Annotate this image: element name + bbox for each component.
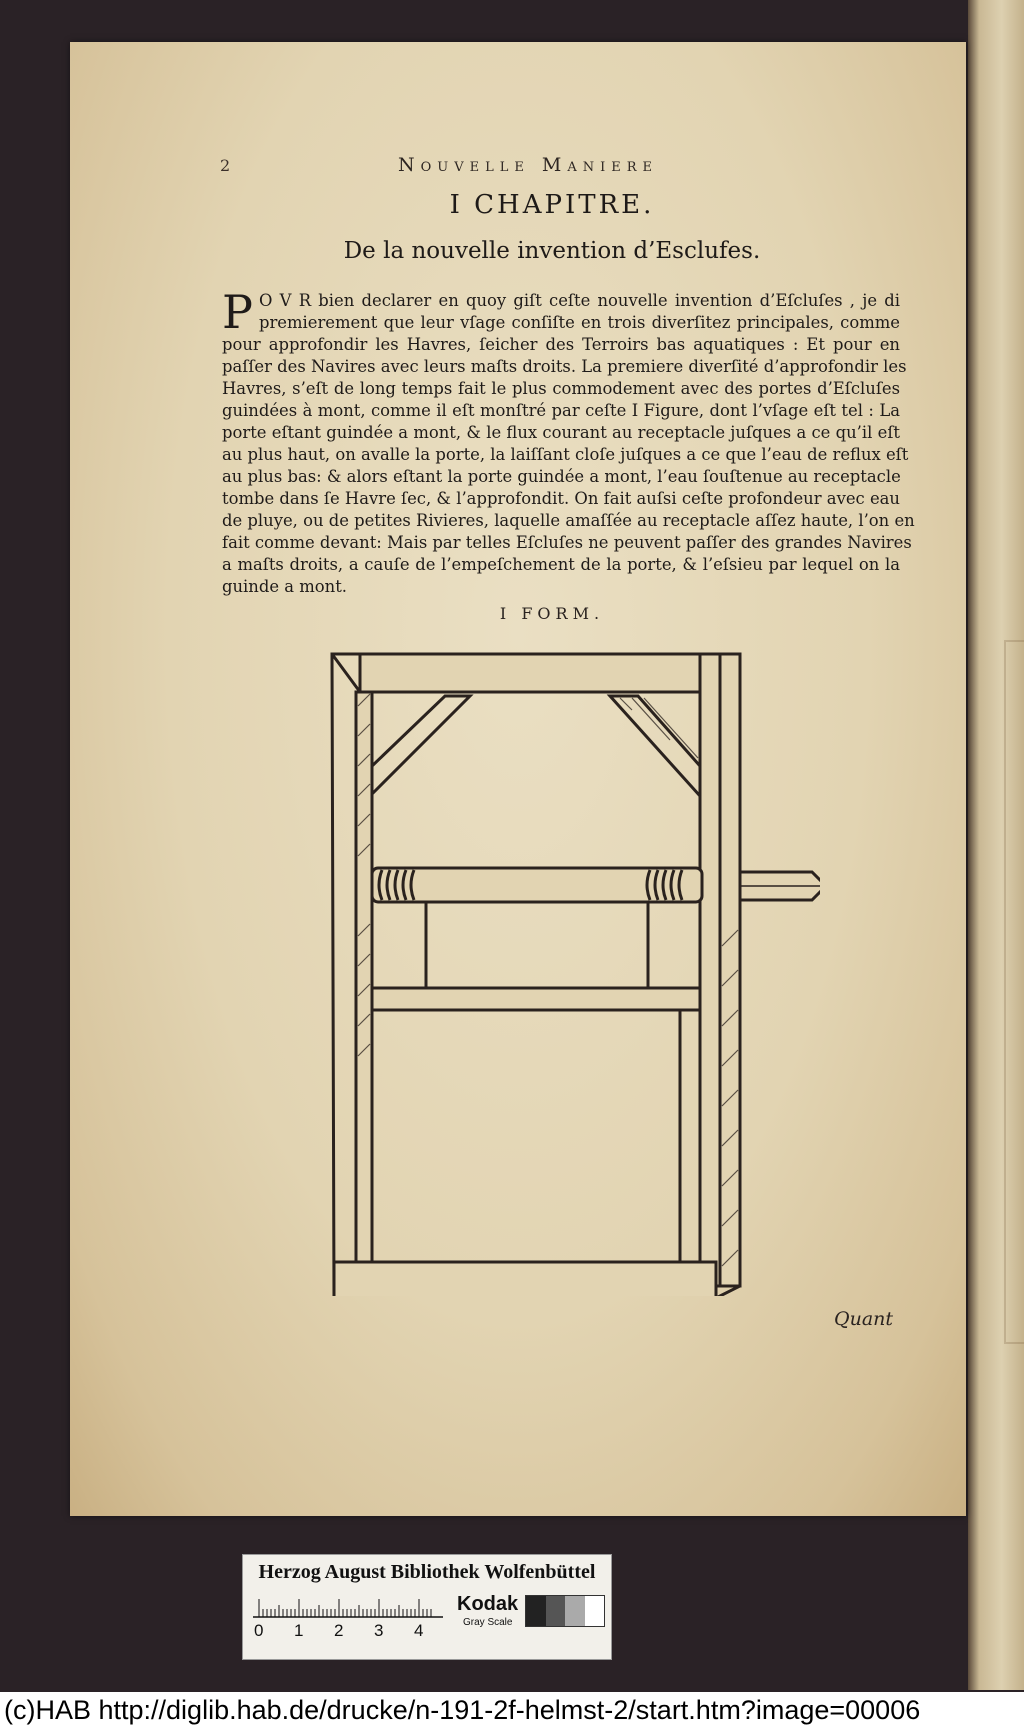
ruler-number: 2 — [334, 1621, 344, 1640]
ruler-number: 0 — [254, 1621, 264, 1640]
sluice-gate-woodcut — [320, 646, 820, 1296]
source-footer: (c)HAB http://diglib.hab.de/drucke/n-191-2f-helmst-2/start.htm?image=00006 — [0, 1692, 1024, 1729]
text-line: au plus haut, on avalle la porte, la laiſſant cloſe juſques a ce que l’eau de reflux eſt — [222, 445, 909, 464]
gray-scale-patches — [525, 1595, 605, 1627]
text-line: guinde a mont. — [222, 577, 347, 596]
gray-patch — [585, 1596, 605, 1626]
page-number: 2 — [220, 156, 231, 175]
gray-patch — [565, 1596, 585, 1626]
ruler-number: 1 — [294, 1621, 304, 1640]
text-line: fait comme devant: Mais par telles Eſcluſes ne peuvent paſſer des grandes Navires — [222, 533, 912, 552]
text-line: au plus bas: & alors eſtant la porte guindée a mont, l’eau ſouſtenue au receptacle — [222, 467, 901, 486]
running-head: Nouvelle Maniere — [398, 154, 659, 176]
ruler-number: 4 — [414, 1621, 424, 1640]
figure-caption: I FORM. — [499, 604, 605, 623]
left-brace — [372, 696, 470, 794]
library-name: Herzog August Bibliothek Wolfenbüttel — [258, 1561, 596, 1583]
text-line: guindées à mont, comme il eſt monſtré par ceſte I Figure, dont l’vſage eſt tel : La — [222, 401, 900, 420]
text-line: paſſer des Navires avec leurs maſts droits. La premiere diverſité d’approfondir les — [222, 357, 907, 376]
left-post — [356, 692, 372, 1262]
text-line: de pluye, ou de petites Rivieres, laquelle amaſſée au receptacle aſſez haute, l’on en — [222, 511, 915, 530]
gate-panel — [372, 1010, 700, 1262]
gate-top-rail — [372, 988, 700, 1010]
text-line: O V R bien declarer en quoy giſt ceſte nouvelle invention d’Eſcluſes , je di — [258, 291, 900, 310]
gray-patch — [526, 1596, 546, 1626]
ruler-number: 3 — [374, 1621, 384, 1640]
drop-cap: P — [222, 285, 253, 339]
text-line: Havres, s’eſt de long temps fait le plus commodement avec des portes d’Eſcluſes — [222, 379, 900, 398]
text-line: pour approfondir les Havres, ſeicher des Terroirs bas aquatiques : Et pour en — [222, 335, 900, 354]
library-color-target — [242, 1554, 612, 1660]
body-paragraph — [222, 285, 915, 598]
kodak-logo: Kodak — [457, 1593, 519, 1615]
top-beam — [360, 654, 716, 692]
text-line: tombe dans ſe Havre ſec, & l’approfondit. On fait auſsi ceſte profondeur avec eau — [222, 489, 900, 508]
text-line: porte eſtant guindée a mont, & le flux courant au receptacle juſques a ce qu’il eſt — [222, 423, 900, 442]
text-line: premierement que leur vſage conſiſte en trois diverſitez principales, comme — [258, 313, 900, 332]
scale-ruler — [253, 1595, 443, 1619]
catchword: Quant — [834, 1308, 894, 1330]
chapter-title: I CHAPITRE. — [449, 190, 655, 220]
axle-roller — [372, 868, 702, 902]
gray-patch — [546, 1596, 566, 1626]
gray-scale-label: Gray Scale — [463, 1617, 513, 1628]
bottom-sill — [334, 1262, 716, 1296]
text-line: a maſts droits, a cauſe de l’empeſchement de la porte, & l’eſsieu par lequel on la — [222, 555, 900, 574]
section-title: De la nouvelle invention d’Esclufes. — [343, 238, 761, 264]
ghost-figure — [1004, 640, 1024, 1344]
